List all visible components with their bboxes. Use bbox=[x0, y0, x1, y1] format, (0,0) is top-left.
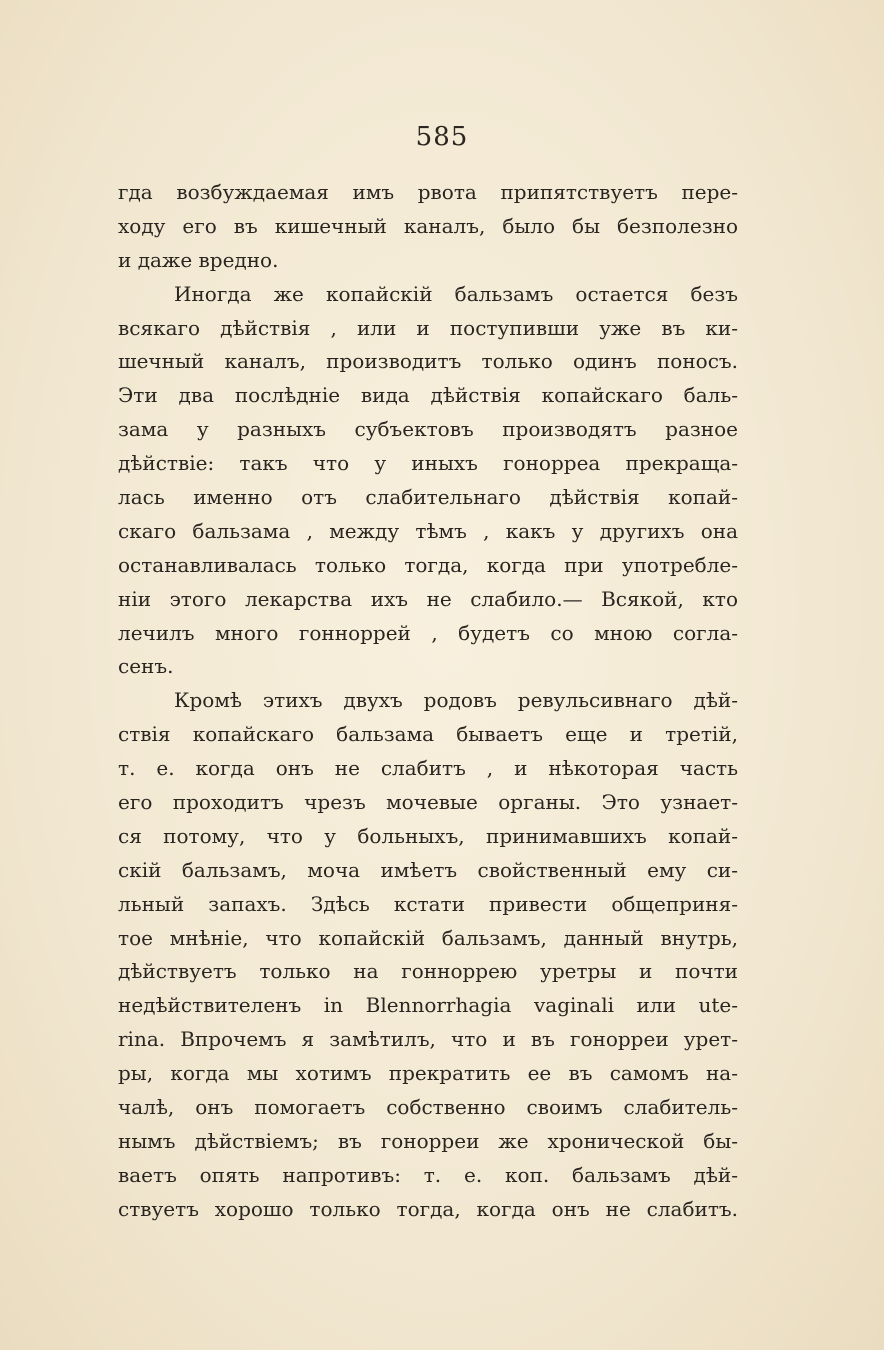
text-line: шечный каналъ, производитъ только одинъ поносъ. bbox=[118, 349, 738, 374]
text-line: льный запахъ. Здѣсь кстати привести общеприня- bbox=[118, 891, 738, 916]
text-line: rina. Впрочемъ я замѣтилъ, что и въ гонорреи урет- bbox=[118, 1027, 738, 1052]
text-line: недѣйствителенъ in Blennorrhagia vaginali или ute- bbox=[118, 993, 738, 1018]
text-line: всякаго дѣйствія , или и поступивши уже въ ки- bbox=[118, 315, 738, 340]
text-line: дѣйствуетъ только на гонноррею уретры и почти bbox=[118, 959, 738, 984]
text-line: скаго бальзама , между тѣмъ , какъ у другихъ она bbox=[118, 518, 738, 543]
text-line: лась именно отъ слабительнаго дѣйствія копай- bbox=[118, 485, 738, 510]
text-line: ваетъ опять напротивъ: т. е. коп. бальзамъ дѣй- bbox=[118, 1162, 738, 1187]
text-line: останавливалась только тогда, когда при употребле- bbox=[118, 552, 738, 577]
body-text bbox=[118, 176, 738, 1227]
text-line: ры, когда мы хотимъ прекратить ее въ самомъ на- bbox=[118, 1061, 738, 1086]
text-line: нымъ дѣйствіемъ; въ гонорреи же хронической бы- bbox=[118, 1128, 738, 1153]
text-line: сенъ. bbox=[118, 654, 174, 679]
text-line: т. е. когда онъ не слабитъ , и нѣкоторая часть bbox=[118, 756, 738, 781]
text-line: и даже вредно. bbox=[118, 247, 279, 272]
text-line: ходу его въ кишечный каналъ, было бы безполезно bbox=[118, 213, 738, 238]
text-line: тое мнѣніе, что копайскій бальзамъ, данный внутрь, bbox=[118, 925, 738, 950]
text-line: ніи этого лекарства ихъ не слабило.— Всякой, кто bbox=[118, 586, 738, 611]
text-line: Эти два послѣдніе вида дѣйствія копайскаго баль- bbox=[118, 383, 738, 408]
text-line: его проходитъ чрезъ мочевые органы. Это узнает- bbox=[118, 790, 738, 815]
page-number: 585 bbox=[415, 122, 469, 152]
text-line: лечилъ много гонноррей , будетъ со мною согла- bbox=[118, 620, 738, 645]
text-line: ся потому, что у больныхъ, принимавшихъ копай- bbox=[118, 823, 738, 848]
text-line: Иногда же копайскій бальзамъ остается безъ bbox=[174, 281, 738, 306]
text-line: ствія копайскаго бальзама бываетъ еще и третій, bbox=[118, 722, 738, 747]
text-line: скій бальзамъ, моча имѣетъ свойственный ему си- bbox=[118, 857, 738, 882]
text-line: зама у разныхъ субъектовъ производятъ разное bbox=[118, 417, 738, 442]
text-line: ствуетъ хорошо только тогда, когда онъ не слабитъ. bbox=[118, 1196, 738, 1221]
text-line: гда возбуждаемая имъ рвота припятствуетъ пере- bbox=[118, 180, 738, 204]
text-line: Кромѣ этихъ двухъ родовъ ревульсивнаго дѣй- bbox=[174, 688, 738, 713]
text-line: дѣйствіе: такъ что у иныхъ гонорреа прекраща- bbox=[118, 451, 738, 476]
text-line: чалѣ, онъ помогаетъ собственно своимъ слабитель- bbox=[118, 1095, 738, 1120]
